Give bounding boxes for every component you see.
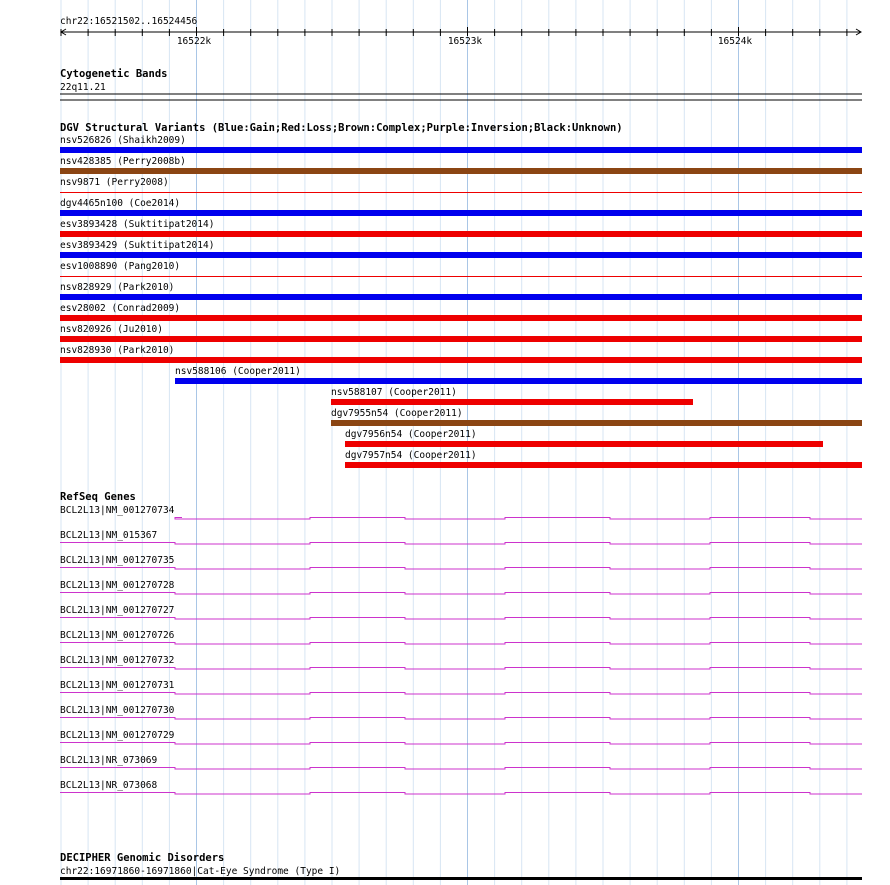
track-decipher <box>60 852 862 880</box>
decipher-entry-label[interactable]: chr22:16971860-16971860|Cat-Eye Syndrome (Type I) <box>60 866 341 877</box>
gene-model[interactable] <box>60 643 862 645</box>
refseq-gene-row[interactable] <box>60 680 862 694</box>
variant-label[interactable]: nsv428385 (Perry2008b) <box>60 156 186 167</box>
variant-label[interactable]: nsv820926 (Ju2010) <box>60 324 163 335</box>
variant-label[interactable]: nsv828930 (Park2010) <box>60 345 175 356</box>
variant-bar[interactable] <box>60 252 862 258</box>
dgv-variant-row[interactable] <box>60 261 862 277</box>
track-title: RefSeq Genes <box>60 491 136 503</box>
refseq-gene-row[interactable] <box>60 630 862 644</box>
variant-bar[interactable] <box>60 276 862 277</box>
gene-label[interactable]: BCL2L13|NM_001270728 <box>60 580 175 591</box>
gene-label[interactable]: BCL2L13|NM_001270726 <box>60 630 175 641</box>
tick-label: 16523k <box>447 36 483 47</box>
variant-bar[interactable] <box>60 315 862 321</box>
gene-model[interactable] <box>60 543 862 545</box>
variant-bar[interactable] <box>60 210 862 216</box>
variant-label[interactable]: nsv9871 (Perry2008) <box>60 177 169 188</box>
decipher-feature-bar[interactable] <box>60 877 862 880</box>
refseq-gene-row[interactable] <box>60 505 862 519</box>
track-cytogenetic-bands <box>60 68 862 100</box>
refseq-gene-rows <box>60 505 862 794</box>
dgv-variant-row[interactable] <box>60 219 862 237</box>
tick-label: 16524k <box>717 36 753 47</box>
variant-label[interactable]: nsv526826 (Shaikh2009) <box>60 135 186 146</box>
dgv-variant-row[interactable] <box>60 282 862 300</box>
gene-model[interactable] <box>60 568 862 570</box>
refseq-gene-row[interactable] <box>60 755 862 769</box>
gene-model[interactable] <box>60 593 862 595</box>
dgv-variant-row[interactable] <box>60 135 862 153</box>
variant-label[interactable]: dgv4465n100 (Coe2014) <box>60 198 181 209</box>
variant-label[interactable]: esv3893429 (Suktitipat2014) <box>60 240 215 251</box>
gene-label[interactable]: BCL2L13|NM_001270731 <box>60 680 175 691</box>
dgv-variant-row[interactable] <box>175 366 862 384</box>
dgv-variant-row[interactable] <box>60 303 862 321</box>
refseq-gene-row[interactable] <box>60 530 862 544</box>
gene-label[interactable]: BCL2L13|NM_001270727 <box>60 605 175 616</box>
track-refseq-genes <box>60 491 862 794</box>
refseq-gene-row[interactable] <box>60 605 862 619</box>
variant-label[interactable]: nsv588106 (Cooper2011) <box>175 366 301 377</box>
gene-label[interactable]: BCL2L13|NM_001270735 <box>60 555 175 566</box>
gene-model[interactable] <box>60 618 862 620</box>
dgv-variant-row[interactable] <box>60 345 862 363</box>
variant-label[interactable]: nsv828929 (Park2010) <box>60 282 175 293</box>
dgv-variant-row[interactable] <box>60 324 862 342</box>
variant-bar[interactable] <box>331 420 862 426</box>
gene-label[interactable]: BCL2L13|NM_015367 <box>60 530 158 541</box>
gene-label[interactable]: BCL2L13|NM_001270732 <box>60 655 175 666</box>
variant-bar[interactable] <box>60 294 862 300</box>
variant-bar[interactable] <box>345 441 823 447</box>
track-dgv-structural-variants <box>60 122 862 468</box>
cytoband-label: 22q11.21 <box>60 82 106 93</box>
gene-model[interactable] <box>60 668 862 670</box>
variant-bar[interactable] <box>60 231 862 237</box>
variant-bar[interactable] <box>60 357 862 363</box>
gene-model[interactable] <box>60 693 862 695</box>
variant-label[interactable]: esv28002 (Conrad2009) <box>60 303 181 314</box>
variant-label[interactable]: esv3893428 (Suktitipat2014) <box>60 219 215 230</box>
variant-label[interactable]: dgv7957n54 (Cooper2011) <box>345 450 477 461</box>
dgv-variant-row[interactable] <box>331 408 862 426</box>
dgv-variant-row[interactable] <box>331 387 693 405</box>
variant-bar[interactable] <box>175 378 862 384</box>
gene-label[interactable]: BCL2L13|NM_001270734 <box>60 505 175 516</box>
gene-model[interactable] <box>60 718 862 720</box>
gene-label[interactable]: BCL2L13|NM_001270729 <box>60 730 175 741</box>
refseq-gene-row[interactable] <box>60 780 862 794</box>
gene-model[interactable] <box>60 768 862 770</box>
refseq-gene-row[interactable] <box>60 580 862 594</box>
dgv-variant-row[interactable] <box>60 177 862 193</box>
gene-label[interactable]: BCL2L13|NR_073068 <box>60 780 158 791</box>
region-label: chr22:16521502..16524456 <box>60 16 198 27</box>
track-title: DECIPHER Genomic Disorders <box>60 852 225 864</box>
variant-bar[interactable] <box>345 462 862 468</box>
variant-label[interactable]: dgv7956n54 (Cooper2011) <box>345 429 477 440</box>
variant-bar[interactable] <box>60 168 862 174</box>
track-title: Cytogenetic Bands <box>60 68 168 80</box>
variant-bar[interactable] <box>60 147 862 153</box>
dgv-variant-row[interactable] <box>60 240 862 258</box>
tick-label: 16522k <box>176 36 212 47</box>
variant-bar[interactable] <box>331 399 693 405</box>
gene-label[interactable]: BCL2L13|NR_073069 <box>60 755 158 766</box>
refseq-gene-row[interactable] <box>60 730 862 744</box>
refseq-gene-row[interactable] <box>60 555 862 569</box>
variant-label[interactable]: esv1008890 (Pang2010) <box>60 261 181 272</box>
refseq-gene-row[interactable] <box>60 705 862 719</box>
gene-label[interactable]: BCL2L13|NM_001270730 <box>60 705 175 716</box>
dgv-variant-rows <box>60 135 862 468</box>
variant-bar[interactable] <box>60 192 862 193</box>
ruler <box>60 16 861 47</box>
dgv-variant-row[interactable] <box>60 156 862 174</box>
dgv-variant-row[interactable] <box>345 429 823 447</box>
gene-model[interactable] <box>60 793 862 795</box>
variant-label[interactable]: nsv588107 (Cooper2011) <box>331 387 457 398</box>
variant-bar[interactable] <box>60 336 862 342</box>
refseq-gene-row[interactable] <box>60 655 862 669</box>
dgv-variant-row[interactable] <box>60 198 862 216</box>
variant-label[interactable]: dgv7955n54 (Cooper2011) <box>331 408 463 419</box>
track-title: DGV Structural Variants (Blue:Gain;Red:Loss;Brown:Complex;Purple:Inversion;Black:Unknown) <box>60 122 623 134</box>
gene-model[interactable] <box>60 743 862 745</box>
